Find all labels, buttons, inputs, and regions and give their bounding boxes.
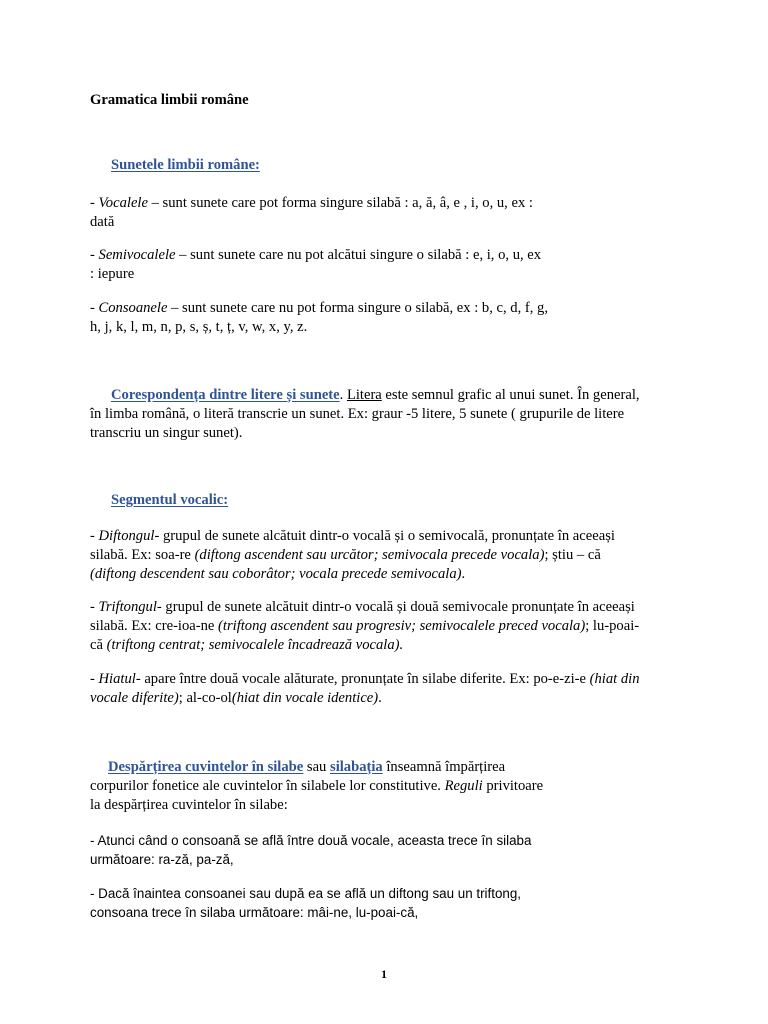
dash: - (90, 671, 99, 687)
paragraph-hiat (90, 670, 690, 708)
text: (triftong centrat; semivocalele încadrează vocala). (106, 637, 404, 653)
text: (diftong descendent sau coborâtor; vocala precede semivocala) (90, 566, 462, 582)
text: (hiat din (589, 671, 640, 687)
text: că (90, 637, 107, 653)
paragraph-corespondenta (90, 386, 690, 443)
dash: - (90, 300, 99, 316)
term-triftongul: Triftongul (98, 599, 157, 615)
dash: - (90, 528, 99, 544)
text: următoare: ra-ză, pa-ză, (90, 852, 234, 867)
section-heading-corespondenta: Corespondența dintre litere și sunete (111, 387, 340, 403)
text: - grupul de sunete alcătuit dintr-o vocală și o semivocală, pronunțate în aceeași (154, 528, 615, 544)
text: (hiat din vocale identice) (231, 690, 379, 706)
text: - grupul de sunete alcătuit dintr-o vocală și două semivocale pronunțate în aceeași (156, 599, 635, 615)
term-diftongul: Diftongul (98, 528, 155, 544)
dash: - (90, 599, 99, 615)
paragraph-triftong (90, 598, 690, 655)
dash: - (90, 195, 99, 211)
paragraph-semivocale (90, 246, 690, 284)
text: ; știu – că (544, 547, 601, 563)
text: - apare între două vocale alăturate, pronunțate în silabe diferite. Ex: po-e-zi-e (135, 671, 590, 687)
text: sau (303, 759, 331, 775)
text: silabă. Ex: soa-re (90, 547, 195, 563)
page-number: 1 (381, 967, 387, 981)
text: dată (90, 214, 115, 230)
text: : iepure (90, 266, 135, 282)
text: privitoare (482, 778, 544, 794)
text: înseamnă împărțirea (382, 759, 506, 775)
text: consoana trece în silaba următoare: mâi-ne, lu-poai-că, (90, 905, 419, 920)
term-semivocalele: Semivocalele (98, 247, 176, 263)
link-silabatia[interactable]: silabația (330, 759, 383, 775)
text: - Dacă înaintea consoanei sau după ea se află un diftong sau un triftong, (90, 886, 522, 901)
paragraph-despartire (90, 758, 690, 815)
text: ; lu-poai- (585, 618, 640, 634)
text: (diftong ascendent sau urcător; semivocala precede vocala) (194, 547, 545, 563)
term-vocalele: Vocalele (98, 195, 148, 211)
paragraph-rule-2 (90, 884, 690, 922)
document-title: Gramatica limbii române (90, 92, 249, 108)
section-heading-segment (90, 491, 711, 510)
heading-text: Segmentul vocalic: (111, 492, 229, 508)
text: – sunt sunete care nu pot forma singure o silabă, ex : b, c, d, f, g, (167, 300, 548, 316)
text: corpurilor fonetice ale cuvintelor în silabele lor constitutive. (90, 778, 445, 794)
text: silabă. Ex: cre-ioa-ne (90, 618, 219, 634)
term-hiatul: Hiatul (98, 671, 136, 687)
section-heading-sunete (90, 156, 711, 175)
text: vocale diferite) (90, 690, 179, 706)
text: . (461, 566, 466, 582)
text: în limba română, o literă transcrie un sunet. Ex: graur -5 litere, 5 sunete ( grupurile de litere (90, 406, 625, 422)
heading-text: Sunetele limbii române: (111, 157, 260, 173)
text: ; al-co-ol (178, 690, 232, 706)
text: este semnul grafic al unui sunet. În general, (381, 387, 640, 403)
text: transcriu un singur sunet). (90, 425, 243, 441)
text: la despărțirea cuvintelor în silabe: (90, 797, 288, 813)
text: . (378, 690, 382, 706)
link-despartirea-cuvintelor[interactable]: Despărțirea cuvintelor în silabe (108, 759, 304, 775)
dash: - (90, 247, 99, 263)
text: (triftong ascendent sau progresiv; semivocalele preced vocala) (218, 618, 586, 634)
text: h, j, k, l, m, n, p, s, ș, t, ț, v, w, x, y, z. (90, 319, 308, 335)
text: . (339, 387, 347, 403)
text: – sunt sunete care nu pot alcătui singure o silabă : e, i, o, u, ex (175, 247, 542, 263)
paragraph-consoane (90, 299, 690, 337)
text: – sunt sunete care pot forma singure silabă : a, ă, â, e , i, o, u, ex : (147, 195, 533, 211)
paragraph-rule-1 (90, 831, 690, 869)
paragraph-vocale (90, 194, 690, 232)
term-reguli: Reguli (444, 778, 483, 794)
term-consoanele: Consoanele (98, 300, 168, 316)
text: - Atunci când o consoană se află între două vocale, aceasta trece în silaba (90, 833, 532, 848)
term-litera: Litera (346, 387, 382, 403)
paragraph-diftong (90, 527, 690, 584)
